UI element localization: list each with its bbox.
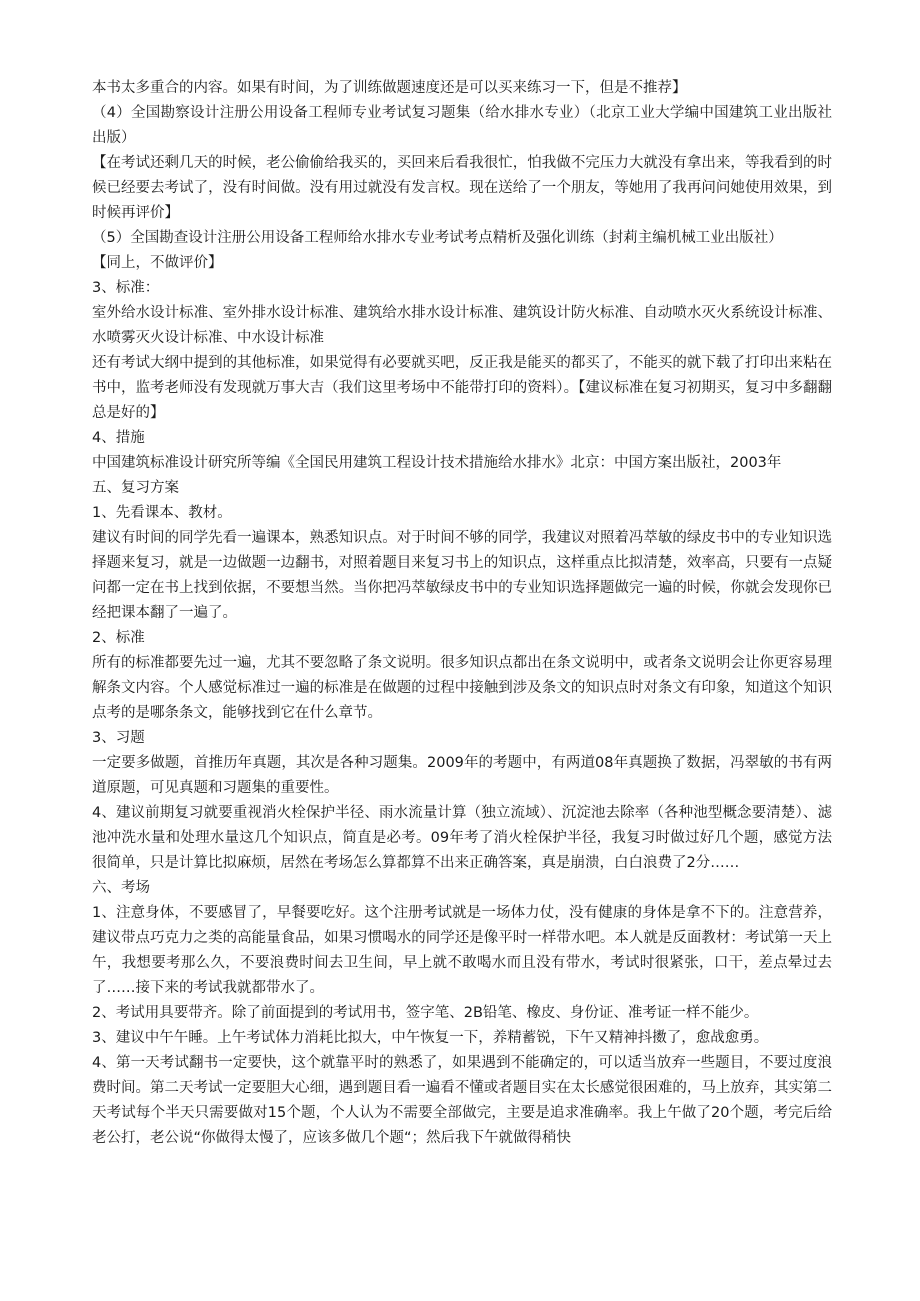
- paragraph-5: 【同上，不做评价】: [92, 255, 223, 271]
- subheading-textbook: 1、先看课本、教材。: [92, 505, 232, 521]
- paragraph-4: （5）全国勘查设计注册公用设备工程师给水排水专业考试考点精析及强化训练（封莉主编机械工业出版社）: [92, 230, 783, 246]
- paragraph-7: 室外给水设计标准、室外排水设计标准、建筑给水排水设计标准、建筑设计防火标准、自动喷水灭火系统设计标准、水喷雾灭火设计标准、中水设计标准: [92, 305, 832, 346]
- paragraph-10: 中国建筑标准设计研究所等编《全国民用建筑工程设计技术措施给水排水》北京：中国方案出版社，2003年: [92, 455, 782, 471]
- paragraph-2: （4）全国勘察设计注册公用设备工程师专业考试复习题集（给水排水专业）（北京工业大学编中国建筑工业出版社出版）: [92, 105, 832, 146]
- subheading-exercises: 3、习题: [92, 730, 145, 746]
- paragraph-20: 1、注意身体，不要感冒了，早餐要吃好。这个注册考试就是一场体力仗，没有健康的身体是拿不下的。注意营养，建议带点巧克力之类的高能量食品，如果习惯喝水的同学还是像平时一样带水吧。本人就是反面教材：考试第一天上午，我想要考那么久，不要浪费时间去卫生间，早上就不敢喝水而且没有带水，考试时很紧张，口干，差点晕过去了……接下来的考试我就都带水了。: [92, 905, 832, 996]
- paragraph-22: 3、建议中午午睡。上午考试体力消耗比拟大，中午恢复一下，养精蓄锐，下午又精神抖擞了，愈战愈勇。: [92, 1030, 769, 1046]
- section-heading-standards: 3、标准：: [92, 280, 160, 296]
- paragraph-23: 4、第一天考试翻书一定要快，这个就靠平时的熟悉了，如果遇到不能确定的，可以适当放弃一些题目，不要过度浪费时间。第二天考试一定要胆大心细，遇到题目看一遍看不懂或者题目实在太长感觉很困难的，马上放弃，其实第二天考试每个半天只需要做对15个题，个人认为不需要全部做完，主要是追求准确率。我上午做了20个题，考完后给老公打，老公说“你做得太慢了，应该多做几个题“；然后我下午就做得稍快: [92, 1055, 832, 1146]
- paragraph-3: 【在考试还剩几天的时候，老公偷偷给我买的，买回来后看我很忙，怕我做不完压力大就没有拿出来，等我看到的时候已经要去考试了，没有时间做。没有用过就没有发言权。现在送给了一个朋友，等她用了我再问问她使用效果，到时候再评价】: [92, 155, 832, 221]
- paragraph-21: 2、考试用具要带齐。除了前面提到的考试用书，签字笔、2B铅笔、橡皮、身份证、准考证一样不能少。: [92, 1005, 759, 1021]
- paragraph-8: 还有考试大纲中提到的其他标准，如果觉得有必要就买吧，反正我是能买的都买了，不能买的就下载了打印出来粘在书中，监考老师没有发现就万事大吉（我们这里考场中不能带打印的资料）。【建议标准在复习初期买，复习中多翻翻总是好的】: [92, 355, 832, 421]
- paragraph-17: 一定要多做题，首推历年真题，其次是各种习题集。2009年的考题中，有两道08年真题换了数据，冯翠敏的书有两道原题，可见真题和习题集的重要性。: [92, 755, 832, 796]
- paragraph-1: 本书太多重合的内容。如果有时间，为了训练做题速度还是可以买来练习一下，但是不推荐】: [92, 80, 687, 96]
- section-heading-measures: 4、措施: [92, 430, 145, 446]
- section-heading-exam-room: 六、考场: [92, 880, 150, 896]
- paragraph-13: 建议有时间的同学先看一遍课本，熟悉知识点。对于时间不够的同学，我建议对照着冯萃敏的绿皮书中的专业知识选择题来复习，就是一边做题一边翻书，对照着题目来复习书上的知识点，这样重点比拟清楚，效率高，只要有一点疑问都一定在书上找到依据，不要想当然。当你把冯萃敏绿皮书中的专业知识选择题做完一遍的时候，你就会发现你已经把课本翻了一遍了。: [92, 530, 832, 621]
- paragraph-15: 所有的标准都要先过一遍，尤其不要忽略了条文说明。很多知识点都出在条文说明中，或者条文说明会让你更容易理解条文内容。个人感觉标准过一遍的标准是在做题的过程中接触到涉及条文的知识点时对条文有印象，知道这个知识点考的是哪条条文，能够找到它在什么章节。: [92, 655, 832, 721]
- paragraph-18: 4、建议前期复习就要重视消火栓保护半径、雨水流量计算（独立流域）、沉淀池去除率（各种池型概念要清楚）、滤池冲洗水量和处理水量这几个知识点，简直是必考。09年考了消火栓保护半径，我复习时做过好几个题，感觉方法很简单，只是计算比拟麻烦，居然在考场怎么算都算不出来正确答案，真是崩溃，白白浪费了2分……: [92, 805, 832, 871]
- section-heading-review-plan: 五、复习方案: [92, 480, 179, 496]
- subheading-standards: 2、标准: [92, 630, 145, 646]
